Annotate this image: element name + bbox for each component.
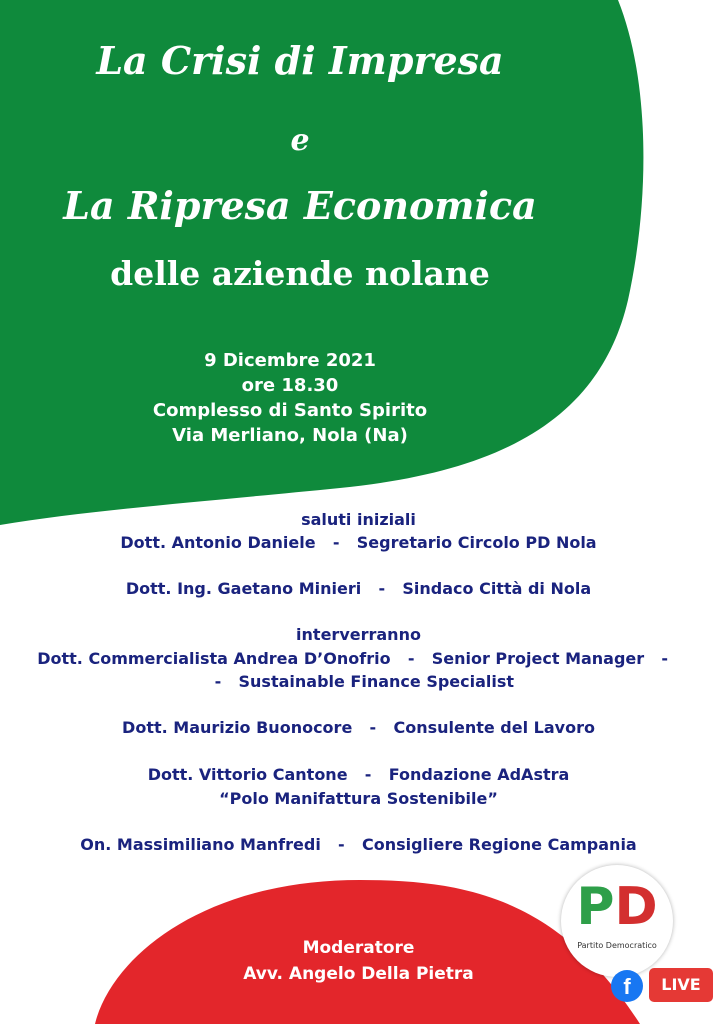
- event-address: Via Merliano, Nola (Na): [172, 425, 408, 446]
- event-time: ore 18.30: [241, 375, 339, 396]
- separator: -: [364, 765, 372, 784]
- program-row: [0, 649, 717, 668]
- separator: -: [338, 835, 345, 854]
- title-line-3: La Ripresa Economica: [63, 183, 537, 228]
- event-date: 9 Dicembre 2021: [204, 350, 376, 371]
- speaker-role: Segretario Circolo PD Nola: [356, 533, 597, 552]
- separator: -: [214, 672, 222, 691]
- speaker-role: Consigliere Regione Campania: [361, 835, 637, 854]
- program-row: [0, 579, 717, 598]
- live-badge[interactable]: LIVE: [649, 968, 713, 1002]
- speaker-name: Dott. Maurizio Buonocore: [122, 718, 353, 737]
- event-details: [0, 348, 580, 448]
- speakers-label: interverranno: [296, 625, 421, 644]
- greetings-label: saluti iniziali: [301, 510, 416, 529]
- program-row: [0, 835, 717, 854]
- program-row: [0, 718, 717, 737]
- facebook-icon[interactable]: f: [611, 970, 643, 1002]
- program-row: [0, 789, 717, 808]
- program-row: [0, 672, 717, 691]
- pd-logo-d: D: [614, 877, 658, 937]
- moderator-name: Avv. Angelo Della Pietra: [243, 964, 474, 984]
- separator: -: [369, 718, 377, 737]
- speaker-name: Dott. Vittorio Cantone: [147, 765, 348, 784]
- speaker-name: Dott. Antonio Daniele: [120, 533, 316, 552]
- speaker-name: Dott. Ing. Gaetano Minieri: [125, 579, 362, 598]
- pd-logo: [561, 865, 673, 977]
- speaker-role: Consulente del Lavoro: [393, 718, 595, 737]
- pd-logo-caption: Partito Democratico: [577, 941, 657, 950]
- speaker-role: “Polo Manifattura Sostenibile”: [219, 789, 498, 808]
- separator: -: [407, 649, 415, 668]
- speaker-role: Sindaco Città di Nola: [402, 579, 592, 598]
- speaker-role: Senior Project Manager: [431, 649, 645, 668]
- program-row: [0, 533, 717, 552]
- speaker-role: Sustainable Finance Specialist: [238, 672, 515, 691]
- speaker-role: Fondazione AdAstra: [388, 765, 570, 784]
- title-line-1: La Crisi di Impresa: [96, 38, 504, 83]
- pd-logo-p: P: [576, 877, 615, 937]
- moderator-label: Moderatore: [302, 938, 415, 958]
- separator: -: [332, 533, 340, 552]
- event-venue: Complesso di Santo Spirito: [152, 400, 428, 421]
- program-row: [0, 765, 717, 784]
- title-line-2: e: [290, 123, 310, 158]
- separator: -: [661, 649, 669, 668]
- pd-logo-letters: [561, 879, 673, 935]
- title-line-4: delle aziende nolane: [110, 254, 490, 293]
- separator: -: [378, 579, 386, 598]
- speaker-name: Dott. Commercialista Andrea D’Onofrio: [37, 649, 391, 668]
- speaker-name: On. Massimiliano Manfredi: [80, 835, 321, 854]
